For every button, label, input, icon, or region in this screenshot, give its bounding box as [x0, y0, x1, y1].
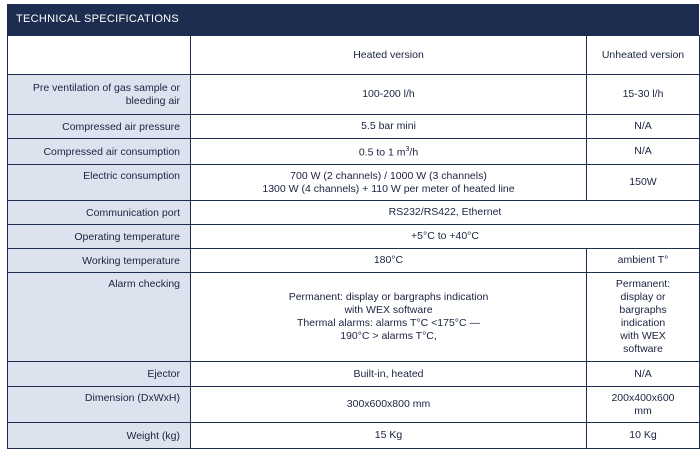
unheated-value — [587, 273, 700, 362]
heated-line: 190°C > alarms T°C, — [340, 330, 437, 342]
heated-value: 15 Kg — [191, 423, 587, 449]
unheated-value: 10 Kg — [587, 423, 700, 449]
shared-value: RS232/RS422, Ethernet — [191, 201, 700, 225]
unheated-line: display or — [620, 291, 666, 303]
unheated-value: ambient T° — [587, 249, 700, 273]
row-label: Alarm checking — [8, 273, 191, 362]
heated-value: Built-in, heated — [191, 362, 587, 387]
heated-value — [191, 165, 587, 201]
unheated-line: 200x400x600 — [611, 391, 675, 404]
header-heated: Heated version — [191, 36, 587, 75]
unheated-value: 150W — [587, 165, 700, 201]
unheated-value: 15-30 l/h — [587, 75, 700, 115]
row-label: Ejector — [8, 362, 191, 387]
heated-value — [191, 273, 587, 362]
row-label: Communication port — [8, 201, 191, 225]
heated-line: 700 W (2 channels) / 1000 W (3 channels) — [290, 169, 487, 182]
header-unheated: Unheated version — [587, 36, 700, 75]
table-row — [8, 362, 700, 387]
table-row — [8, 165, 700, 201]
unheated-line: software — [623, 343, 663, 355]
table-row — [8, 387, 700, 423]
unheated-line: with WEX — [620, 330, 666, 342]
table-row — [8, 249, 700, 273]
heated-value: 5.5 bar mini — [191, 115, 587, 139]
heated-value: 300x600x800 mm — [191, 387, 587, 423]
unheated-line: bargraphs — [619, 304, 667, 316]
unheated-value — [587, 387, 700, 423]
row-label: Compressed air pressure — [8, 115, 191, 139]
table-header-row — [8, 36, 700, 75]
row-label: Pre ventilation of gas sample or bleeding air — [8, 75, 191, 115]
heated-value: 180°C — [191, 249, 587, 273]
spec-table — [7, 35, 700, 449]
row-label: Electric consumption — [8, 165, 191, 201]
unheated-line: Permanent: — [615, 278, 671, 290]
heated-line: Thermal alarms: alarms T°C <175°C — — [297, 317, 480, 329]
row-label: Operating temperature — [8, 225, 191, 249]
table-row — [8, 225, 700, 249]
row-label: Compressed air consumption — [8, 139, 191, 165]
unheated-value: N/A — [587, 139, 700, 165]
spec-sheet — [7, 4, 699, 459]
row-label: Weight (kg) — [8, 423, 191, 449]
heated-line: with WEX software — [344, 304, 433, 316]
unheated-line: mm — [634, 404, 652, 417]
table-row — [8, 201, 700, 225]
spec-title: TECHNICAL SPECIFICATIONS — [7, 4, 699, 35]
unheated-value: N/A — [587, 115, 700, 139]
heated-line: Permanent: display or bargraphs indication — [288, 291, 489, 303]
shared-value: +5°C to +40°C — [191, 225, 700, 249]
row-label: Dimension (DxWxH) — [8, 387, 191, 423]
heated-value-sup: 3 — [405, 146, 410, 154]
heated-value-text: 0.5 to 1 m — [358, 146, 406, 159]
table-row — [8, 75, 700, 115]
heated-value: 100-200 l/h — [191, 75, 587, 115]
unheated-value: N/A — [587, 362, 700, 387]
heated-value-unit: /h — [409, 146, 419, 159]
table-row — [8, 139, 700, 165]
heated-line: 1300 W (4 channels) + 110 W per meter of heated line — [262, 182, 515, 195]
header-blank — [8, 36, 191, 75]
heated-value — [191, 139, 587, 165]
row-label: Working temperature — [8, 249, 191, 273]
table-row — [8, 115, 700, 139]
table-row — [8, 423, 700, 449]
unheated-line: indication — [620, 317, 666, 329]
table-row — [8, 273, 700, 362]
